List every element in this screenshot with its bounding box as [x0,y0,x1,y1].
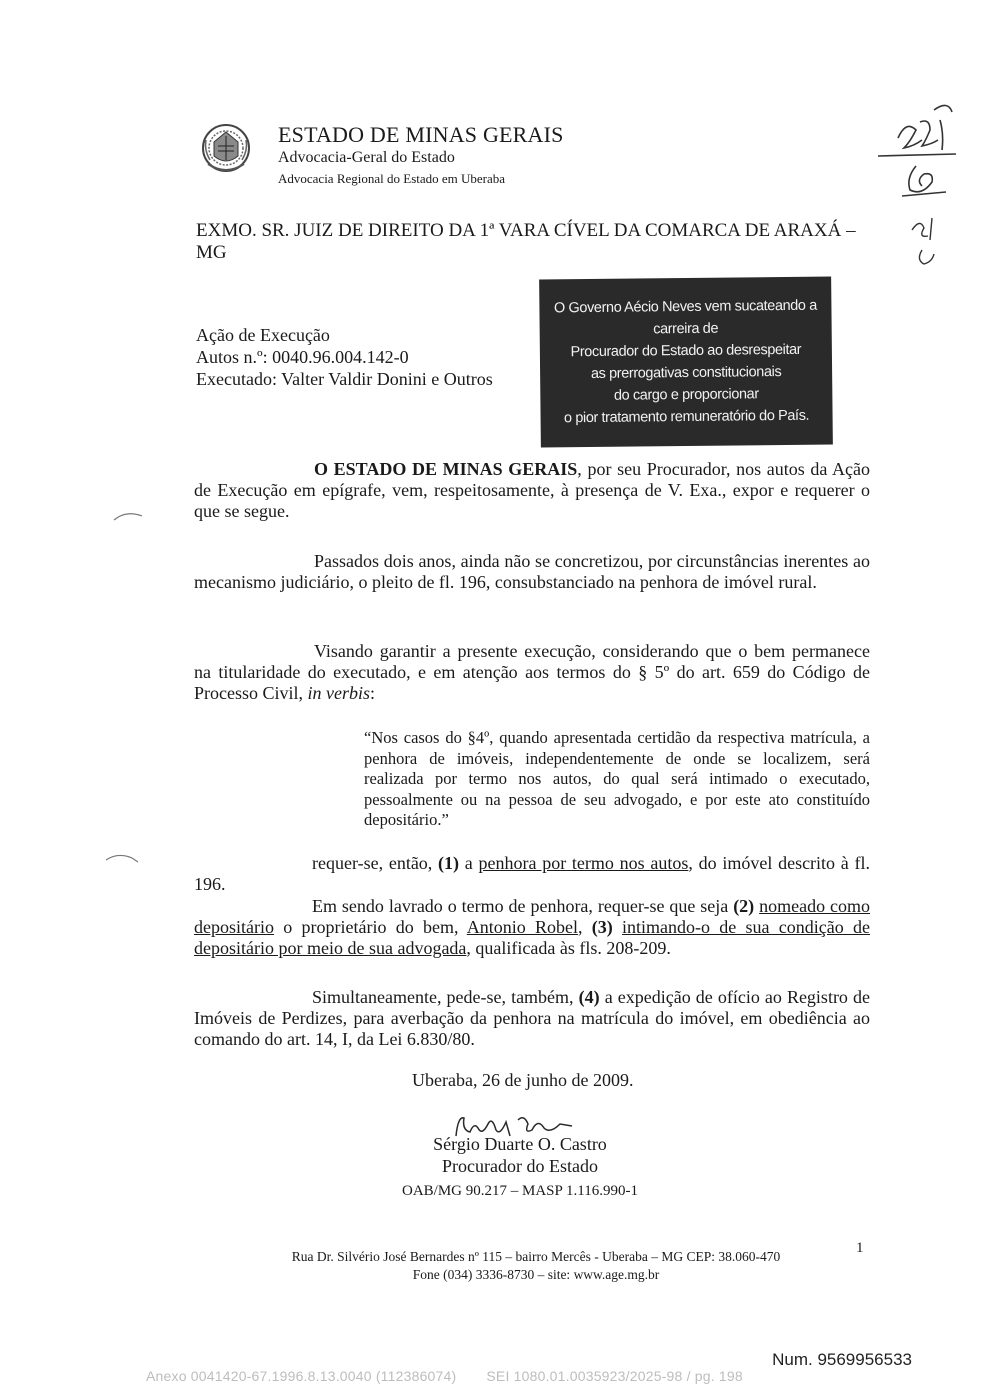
paragraph-text: Simultaneamente, pede-se, também, [312,987,579,1007]
signer-role: Procurador do Estado [442,1156,598,1176]
banner-line: do cargo e proporcionar [613,386,759,404]
underlined-text: Antonio Robel [466,917,579,937]
paragraph-text: requer-se, então, [312,853,439,873]
banner-line: o pior tratamento remuneratório do País. [563,407,810,427]
margin-mark [104,850,144,866]
legal-quote: “Nos casos do §4º, quando apresentada certidão da respectiva matrícula, a penhora de imóveis, independentemente de onde se localizem, será realizada por termo nos autos, do qual será intimado o executado, pessoalmente ou na pessoa de seu advogado, e por este ato constituído depositário.” [364,728,870,829]
paragraph-text: , por seu Procurador, nos autos da Ação de Execução em epígrafe, vem, respeitosamente, à presença de V. Exa., expor e requerer o que se segue. [194,459,871,521]
party-name: O ESTADO DE MINAS GERAIS [314,459,578,479]
paragraph-text: o proprietário do bem, [273,917,467,937]
underlined-text: nomeado como depositário [194,896,870,937]
state-coat-of-arms-icon [200,120,252,178]
item-number: (3) [591,917,613,937]
banner-line: O Governo Aécio Neves vem sucateando a carreira de [553,297,817,338]
case-meta [196,324,493,390]
paragraph-request-4 [194,987,870,1050]
footer-address: Rua Dr. Silvério José Bernardes nº 115 – bairro Mercês - Uberaba – MG CEP: 38.060-470 [291,1249,781,1264]
annex-watermark [146,1368,743,1384]
page-number: 1 [856,1240,864,1256]
margin-mark [112,508,146,522]
addressee: EXMO. SR. JUIZ DE DIREITO DA 1ª VARA CÍVEL DA COMARCA DE ARAXÁ – MG [196,220,856,263]
footer [216,1248,856,1284]
item-number: (2) [733,896,755,916]
paragraph-text: Visando garantir a presente execução, considerando que o bem permanece na titularidade do executado, e em atenção aos termos do § 5º do art. 659 do Código de Processo Civil, [194,641,870,703]
paragraph-text: : [370,683,376,703]
paragraph-text: Em sendo lavrado o termo de penhora, requer-se que seja [312,896,734,916]
protest-banner [539,276,833,447]
document-date: Uberaba, 26 de junho de 2009. [412,1070,634,1090]
paragraph-text: a expedição de ofício ao Registro de Imóveis de Perdizes, para averbação da penhora na matrícula do imóvel, em obediência ao comando do art. 14, I, da Lei 6.830/80. [194,987,870,1049]
document-number-stamp: Num. 9569956533 [772,1350,912,1369]
paragraph-legal-basis [194,641,870,704]
item-number: (1) [438,853,460,873]
handwritten-folio-marks [876,100,966,270]
underlined-text: intimando-o de sua condição de depositário por meio de sua advogada [194,917,871,958]
underlined-text: penhora por termo nos autos [478,853,689,873]
annex-reference: Anexo 0041420-67.1996.8.13.0040 (112386074) [146,1368,457,1384]
paragraph-request-2-3 [194,896,870,959]
sei-reference: SEI 1080.01.0035923/2025-98 / pg. 198 [486,1368,743,1384]
signature-block [360,1133,680,1202]
item-number: (4) [578,987,600,1007]
paragraph-text: a [459,853,479,873]
paragraph-text: , qualificada às fls. 208-209. [466,938,671,958]
banner-line: Procurador do Estado ao desrespeitar [570,341,802,361]
paragraph-text: , do imóvel descrito à fl. 196. [194,853,871,894]
org-subtitle: Advocacia-Geral do Estado [278,149,455,166]
case-executado: Executado: Valter Valdir Donini e Outros [196,369,493,389]
paragraph-text: , [578,917,592,937]
latin-term: in verbis [307,683,371,703]
org-title: ESTADO DE MINAS GERAIS [278,122,564,147]
org-regional: Advocacia Regional do Estado em Uberaba [278,171,506,186]
paragraph-background: Passados dois anos, ainda não se concretizou, por circunstâncias inerentes ao mecanismo judiciário, o pleito de fl. 196, consubstanciado na penhora de imóvel rural. [194,551,870,592]
paragraph-intro [194,459,870,522]
case-action: Ação de Execução [196,325,330,345]
signer-registration: OAB/MG 90.217 – MASP 1.116.990-1 [402,1183,638,1199]
banner-line: as prerrogativas constitucionais [590,364,782,382]
case-autos: Autos n.º: 0040.96.004.142-0 [196,347,409,367]
footer-contact: Fone (034) 3336-8730 – site: www.age.mg.br [412,1267,660,1282]
paragraph-text [613,917,622,937]
signer-name: Sérgio Duarte O. Castro [433,1134,607,1154]
paragraph-request-1 [194,853,870,895]
